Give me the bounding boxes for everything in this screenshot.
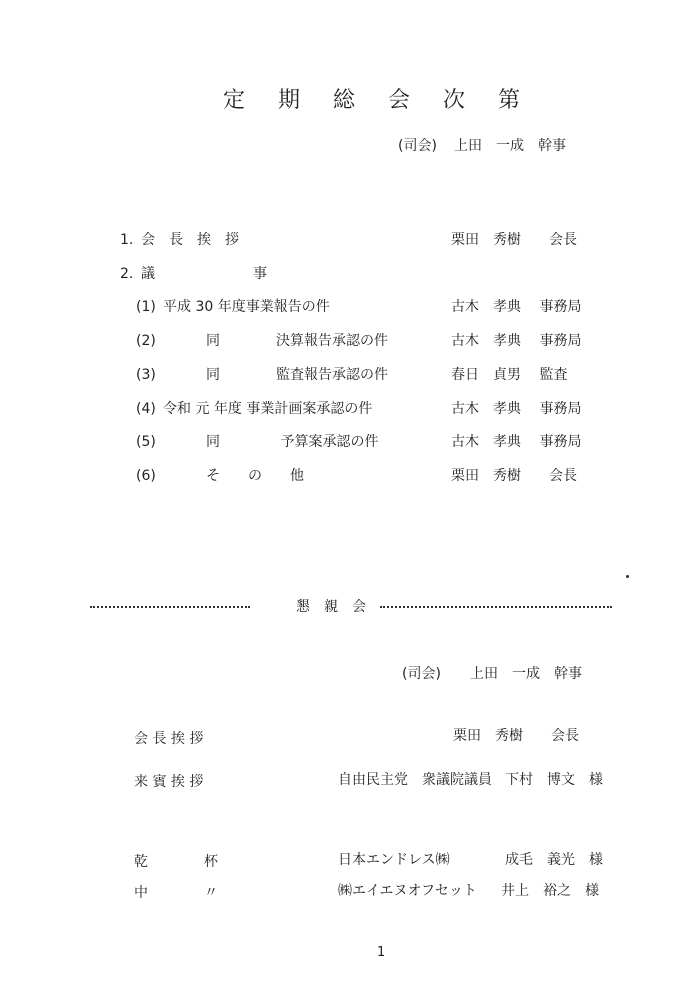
agenda-host-label: (司会) [398,138,437,154]
agenda-item: そ の 他 [206,468,304,484]
party-person: 下村 博文 様 [505,772,603,788]
agenda-person: 栗田 秀樹 会長 [451,232,577,248]
agenda-subno: (3) [136,367,156,383]
agenda-item: 同 決算報告承認の件 [206,333,388,349]
divider-left [90,606,250,608]
divider-right [380,606,612,608]
party-item: 乾 杯 [134,854,218,870]
party-org: ㈱エイエヌオフセット [338,883,477,899]
agenda-person: 古木 孝典 事務局 [451,401,582,417]
party-org: 自由民主党 衆議院議員 [338,772,492,788]
party-person: 井上 裕之 様 [501,883,599,899]
page-title: 定 期 総 会 次 第 [223,88,533,113]
agenda-host-name: 上田 一成 幹事 [454,138,566,154]
agenda-subno: (5) [136,434,156,450]
party-org: 日本エンドレス㈱ [338,852,450,868]
agenda-no: 2. [120,266,134,282]
agenda-item: 令和 元 年度 事業計画案承認の件 [163,401,373,417]
party-item: 来 賓 挨 拶 [134,774,204,790]
agenda-person: 春日 貞男 監査 [451,367,568,383]
party-person: 成毛 義光 様 [505,852,603,868]
agenda-item: 同 監査報告承認の件 [206,367,388,383]
agenda-item: 同 予算案承認の件 [206,434,379,450]
agenda-person: 栗田 秀樹 会長 [451,468,577,484]
party-item: 中 〃 [134,885,218,901]
party-host-name: 上田 一成 幹事 [470,666,582,682]
party-person: 栗田 秀樹 会長 [453,728,579,744]
agenda-subno: (2) [136,333,156,349]
agenda-item: 議 事 [141,266,267,282]
agenda-subno: (1) [136,299,156,315]
agenda-item: 会 長 挨 拶 [141,232,239,248]
agenda-subno: (4) [136,401,156,417]
agenda-no: 1. [120,232,134,248]
party-item: 会 長 挨 拶 [134,731,204,747]
agenda-person: 古木 孝典 事務局 [451,333,582,349]
agenda-subno: (6) [136,468,156,484]
scan-speck [626,575,629,578]
page-number: 1 [377,945,386,960]
agenda-person: 古木 孝典 事務局 [451,299,582,315]
party-title: 懇 親 会 [296,599,366,615]
agenda-person: 古木 孝典 事務局 [451,434,582,450]
party-host-label: (司会) [402,666,441,682]
agenda-item: 平成 30 年度事業報告の件 [163,299,330,315]
